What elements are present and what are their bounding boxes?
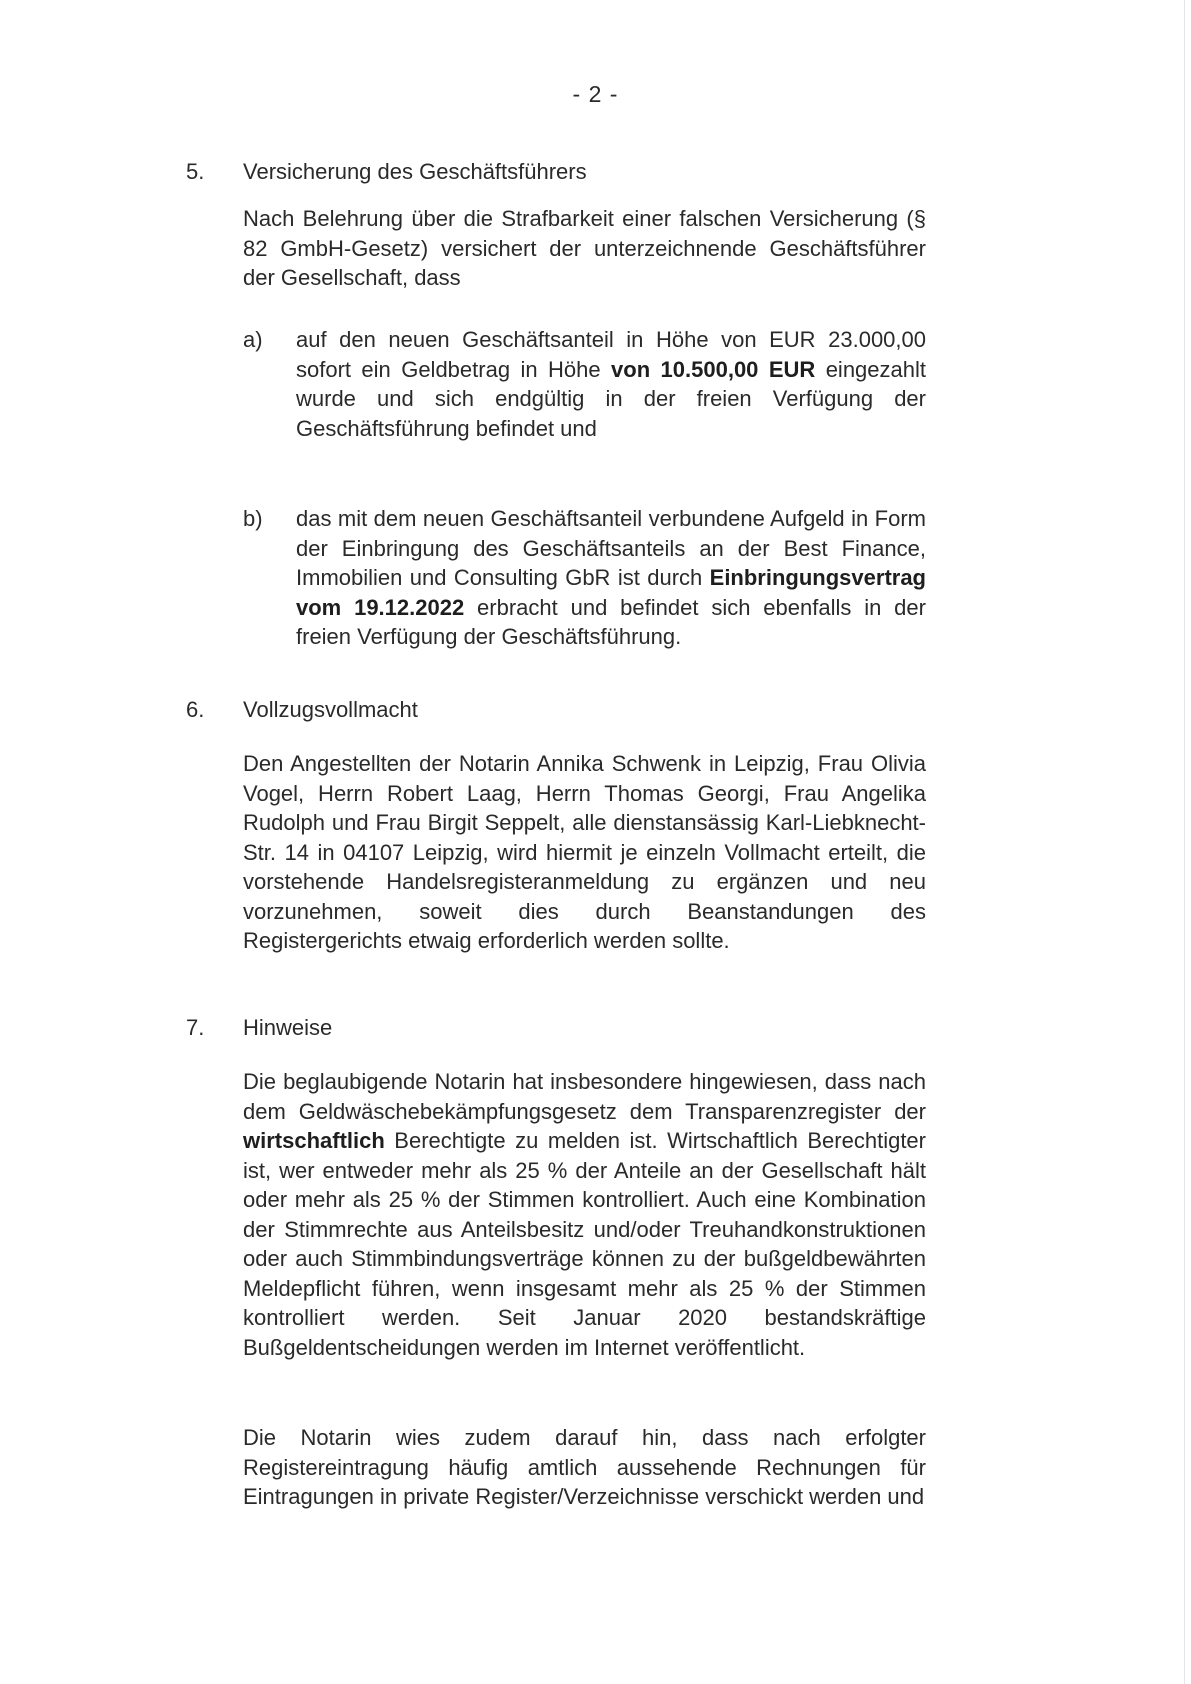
text-run: Die beglaubigende Notarin hat insbesondere hingewiesen, dass nach dem Geldwäschebekämpfungsgesetz dem Transparenzregister der [243, 1069, 926, 1124]
section-title: Versicherung des Geschäftsführers [243, 159, 587, 184]
section-number: 6. [186, 697, 205, 722]
bold-term: wirtschaftlich [243, 1128, 385, 1153]
text-run: das mit dem neuen Geschäftsanteil verbundene Aufgeld in Form der Einbringung des Geschäftsanteils an der Best Finance, Immobilien und Consulting GbR ist durch [296, 506, 926, 590]
list-item-letter: b) [243, 506, 263, 531]
list-item-text [296, 504, 926, 652]
text-run: Berechtigte zu melden ist. Wirtschaftlich Berechtigter ist, wer entweder mehr als 25 % der Anteile an der Gesellschaft hält oder mehr als 25 % der Stimmen kontrolliert. Auch eine Kombination der Stimmrechte aus Anteilsbesitz und/oder Treuhandkonstruktionen oder auch Stimmbindungsverträge können zu der bußgeldbewährten Meldepflicht führen, wenn insgesamt mehr als 25 % der Stimmen kontrolliert werden. Seit Januar 2020 bestandskräftige Bußgeldentscheidungen werden im Internet veröffentlicht. [243, 1128, 926, 1360]
section-5-heading [186, 157, 926, 187]
section-7-paragraph-1 [243, 1067, 926, 1362]
list-item-text [296, 325, 926, 443]
section-6 [186, 695, 926, 953]
section-5 [186, 157, 926, 649]
text-run: erbracht und befindet sich ebenfalls in der freien Verfügung der Geschäftsführung. [296, 594, 926, 649]
section-title: Hinweise [243, 1015, 333, 1040]
section-number: 5. [186, 159, 205, 184]
text-run: auf den neuen Geschäftsanteil in Höhe von EUR 23.000,00 sofort ein Geldbetrag in Höhe [296, 327, 926, 382]
scan-edge-line [1184, 0, 1185, 1684]
section-5-intro: Nach Belehrung über die Strafbarkeit einer falschen Versicherung (§ 82 GmbH-Gesetz) versichert der unterzeichnende Geschäftsführer der Gesellschaft, dass [243, 206, 926, 290]
section-7-paragraph-2: Die Notarin wies zudem darauf hin, dass nach erfolgter Registereintragung häufig amtlich aussehende Rechnungen für Eintragungen in private Register/Verzeichnisse verschickt werden und [243, 1425, 926, 1509]
section-7 [186, 1013, 926, 1509]
bold-contract-date: Einbringungsvertrag vom 19.12.2022 [296, 565, 926, 620]
section-title: Vollzugsvollmacht [243, 697, 418, 722]
section-7-heading [186, 1013, 926, 1043]
bold-amount: von 10.500,00 EUR [611, 356, 816, 382]
section-6-heading [186, 695, 926, 725]
text-run: eingezahlt wurde und sich endgültig in der freien Verfügung der Geschäftsführung befindet und [296, 356, 926, 441]
section-number: 7. [186, 1015, 205, 1040]
list-item-letter: a) [243, 327, 263, 352]
section-6-body: Den Angestellten der Notarin Annika Schwenk in Leipzig, Frau Olivia Vogel, Herrn Robert Laag, Herrn Thomas Georgi, Frau Angelika Rudolph und Frau Birgit Seppelt, alle dienstansässig Karl-Liebknecht-Str. 14 in 04107 Leipzig, wird hiermit je einzeln Vollmacht erteilt, die vorstehende Handelsregisteranmeldung zu ergänzen und neu vorzunehmen, soweit dies durch Beanstandungen des Registergerichts etwaig erforderlich werden sollte. [243, 751, 926, 953]
page-number: - 2 - [572, 81, 619, 107]
